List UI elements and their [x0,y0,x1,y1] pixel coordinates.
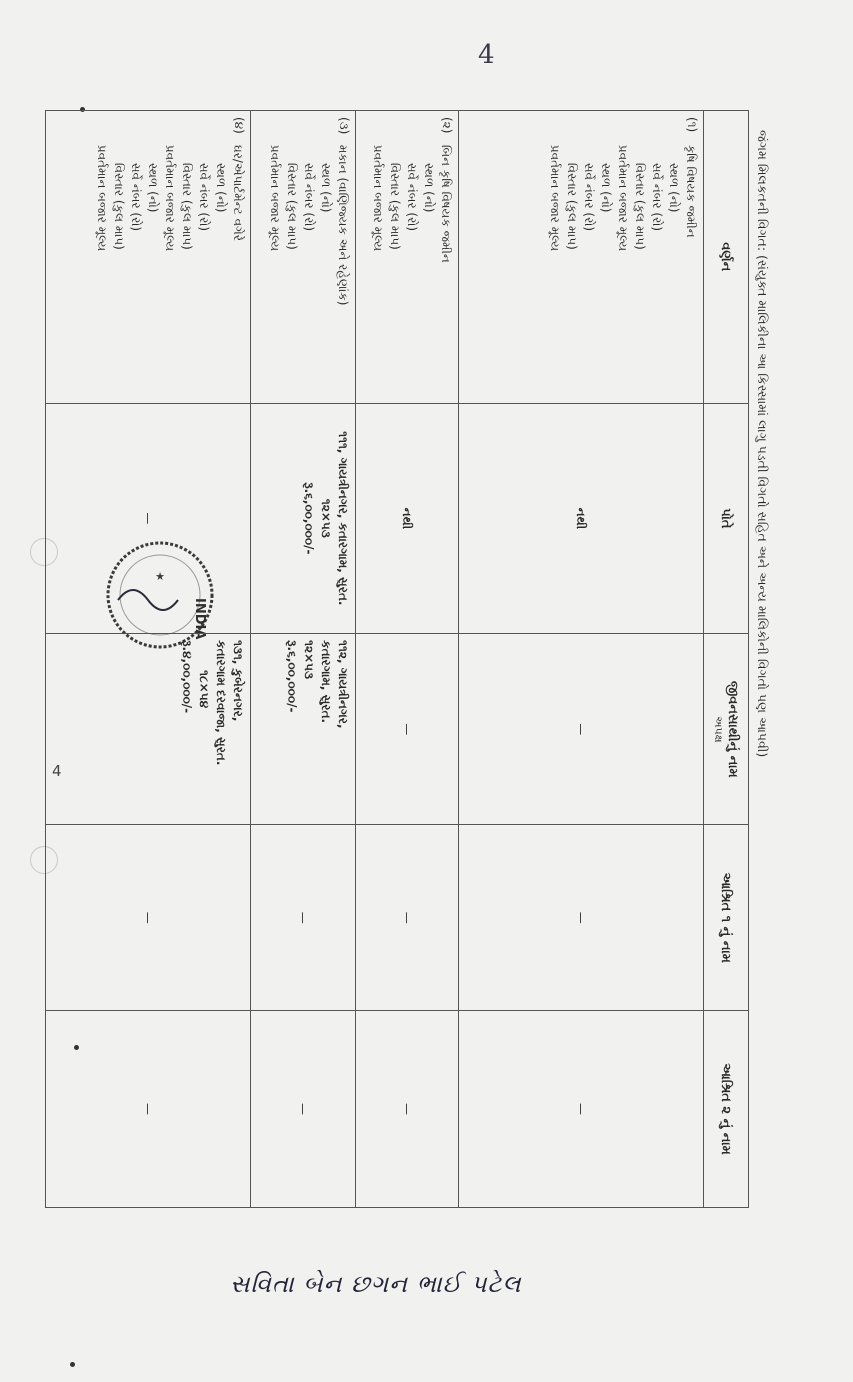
desc-line: સર્વે નંબર (રો) [302,162,316,232]
page-number: 4 [478,40,495,70]
table-heading: જંગમ મિલકતની વિગત: (સંયુક્ત માલિકીના આ કિસ્સામાં લાગુ પડતી વિગતો સહિત અને અન્ય માલિકોની વિગતો પણ આપવી) [755,130,770,758]
header-spouse-label: જીવનસાથીનું નામ [725,680,741,778]
cell-dependent-2: — [356,1011,459,1208]
table-row [46,111,251,1208]
spouse-address-1: ૧૧૨, ગાયત્રીનગર, [336,640,350,729]
header-description: વર્ણન [704,111,749,404]
desc-line: પ્રવર્તમાન બજાર મૂલ્ય [95,144,109,252]
desc-line: વિસ્તાર (કુલ માપ) [633,162,647,250]
self-address: ૧૧૧, ગાયત્રીનગર, કતારગામ, સુરત. [336,431,350,606]
self-area: ૧૨×૫૩ [319,498,333,538]
self-value: રૂ.૬,૦૦,૦૦૦/- [302,482,316,555]
desc-line: બિન કૃષિ વિષયક જમીન [439,144,453,263]
row-number: (૩) [337,117,351,135]
row-number: (૪) [232,117,246,134]
rotated-document [95,110,775,1230]
svg-text:INDIA: INDIA [192,598,207,640]
cell-self: નથી [356,403,459,634]
desc-line: સર્વે નંબર (રો) [650,162,664,232]
desc-line: કૃષિ વિષયક જમીન [684,144,698,238]
header-dependent-2: આશ્રિત ૨ નું નામ [704,1011,749,1208]
cell-dependent-1: — [251,825,356,1011]
desc-line: સર્વે નંબર (રો) [405,162,419,232]
row-description [459,111,704,404]
desc-line: સ્થળ (નો) [599,162,613,213]
desc-line: સ્થળ (નો) [214,162,228,213]
desc-line: સર્વે નંબર (રો) [197,162,211,232]
desc-line: પ્રવર્તમાન બજાર મૂલ્ય [616,144,630,252]
row-description [356,111,459,404]
table-row [356,111,459,1208]
spouse-value: રૂ.૬,૦૦,૦૦૦/- [285,640,299,713]
desc-line: પ્રવર્તમાન બજાર મૂલ્ય [268,144,282,252]
desc-line: પ્રવર્તમાન બજાર મૂલ્ય [163,144,177,252]
cell-self [251,403,356,634]
row-number: (૨) [440,117,454,134]
desc-line: પ્રવર્તમાન બજાર મૂલ્ય [371,144,385,252]
desc-line: સ્થળ (નો) [667,162,681,213]
desc-line: વિસ્તાર (કુલ માપ) [388,162,402,250]
desc-line: વિસ્તાર (કુલ માપ) [565,162,579,250]
cell-spouse: — [459,634,704,825]
spouse-address-2: કતારગામ, સુરત. [319,640,333,724]
table-header-row [704,111,749,1208]
cell-spouse: — [356,634,459,825]
desc-line: વિસ્તાર (કુલ માપ) [285,162,299,250]
header-spouse-sub: અપક્ષ [712,715,726,743]
header-dependent-1: આશ્રિત ૧ નું નામ [704,825,749,1011]
spouse-address-2: કતારગામ દરવાજા, સુરત. [214,640,228,766]
spouse-address-1: ૧૩૧, કુબેરનગર, [231,640,245,722]
header-self: પોતે [704,403,749,634]
desc-line: વિસ્તાર (કુલ માપ) [112,162,126,250]
cell-dependent-2: — [46,1011,251,1208]
desc-line: ઘર/એપાર્ટમેન્ટ વગેરે [231,144,245,242]
desc-line: સ્થળ (નો) [319,162,333,213]
assets-table [45,110,749,1208]
desc-line: સર્વે નંબર (રો) [582,162,596,232]
handwritten-signature: સવિતા બેન છગન ભાઈ પટેલ [230,1270,522,1298]
desc-line: સ્થળ (નો) [422,162,436,213]
cell-dependent-2: — [459,1011,704,1208]
desc-line: સર્વે નંબર (રો) [129,162,143,232]
desc-line: વિસ્તાર (કુલ માપ) [180,162,194,250]
cell-dependent-2: — [251,1011,356,1208]
cell-dependent-1: — [459,825,704,1011]
spouse-value: રૂ.૪,૦૦,૦૦૦/- [180,640,194,714]
table-row [251,111,356,1208]
spouse-area: ૧૨×૫૩ [302,640,316,680]
table-row [459,111,704,1208]
desc-line: મકાન (વાણિજ્યક અને રહેણાંક) [336,144,350,306]
cell-dependent-1: — [46,825,251,1011]
desc-line: પ્રવર્તમાન બજાર મૂલ્ય [548,144,562,252]
desc-line: સ્થળ (નો) [146,162,160,213]
row-description [251,111,356,404]
svg-text:★: ★ [155,570,165,583]
page-mark-small: 4 [52,762,62,780]
spouse-area: ૧૮×૫૪ [197,670,211,709]
cell-self: — [46,403,251,634]
cell-self: નથી [459,403,704,634]
header-spouse [704,634,749,825]
row-description [46,111,251,404]
cell-dependent-1: — [356,825,459,1011]
cell-spouse [251,634,356,825]
cell-spouse [46,634,251,825]
speck [70,1362,75,1367]
row-number: (૧) [685,117,699,133]
